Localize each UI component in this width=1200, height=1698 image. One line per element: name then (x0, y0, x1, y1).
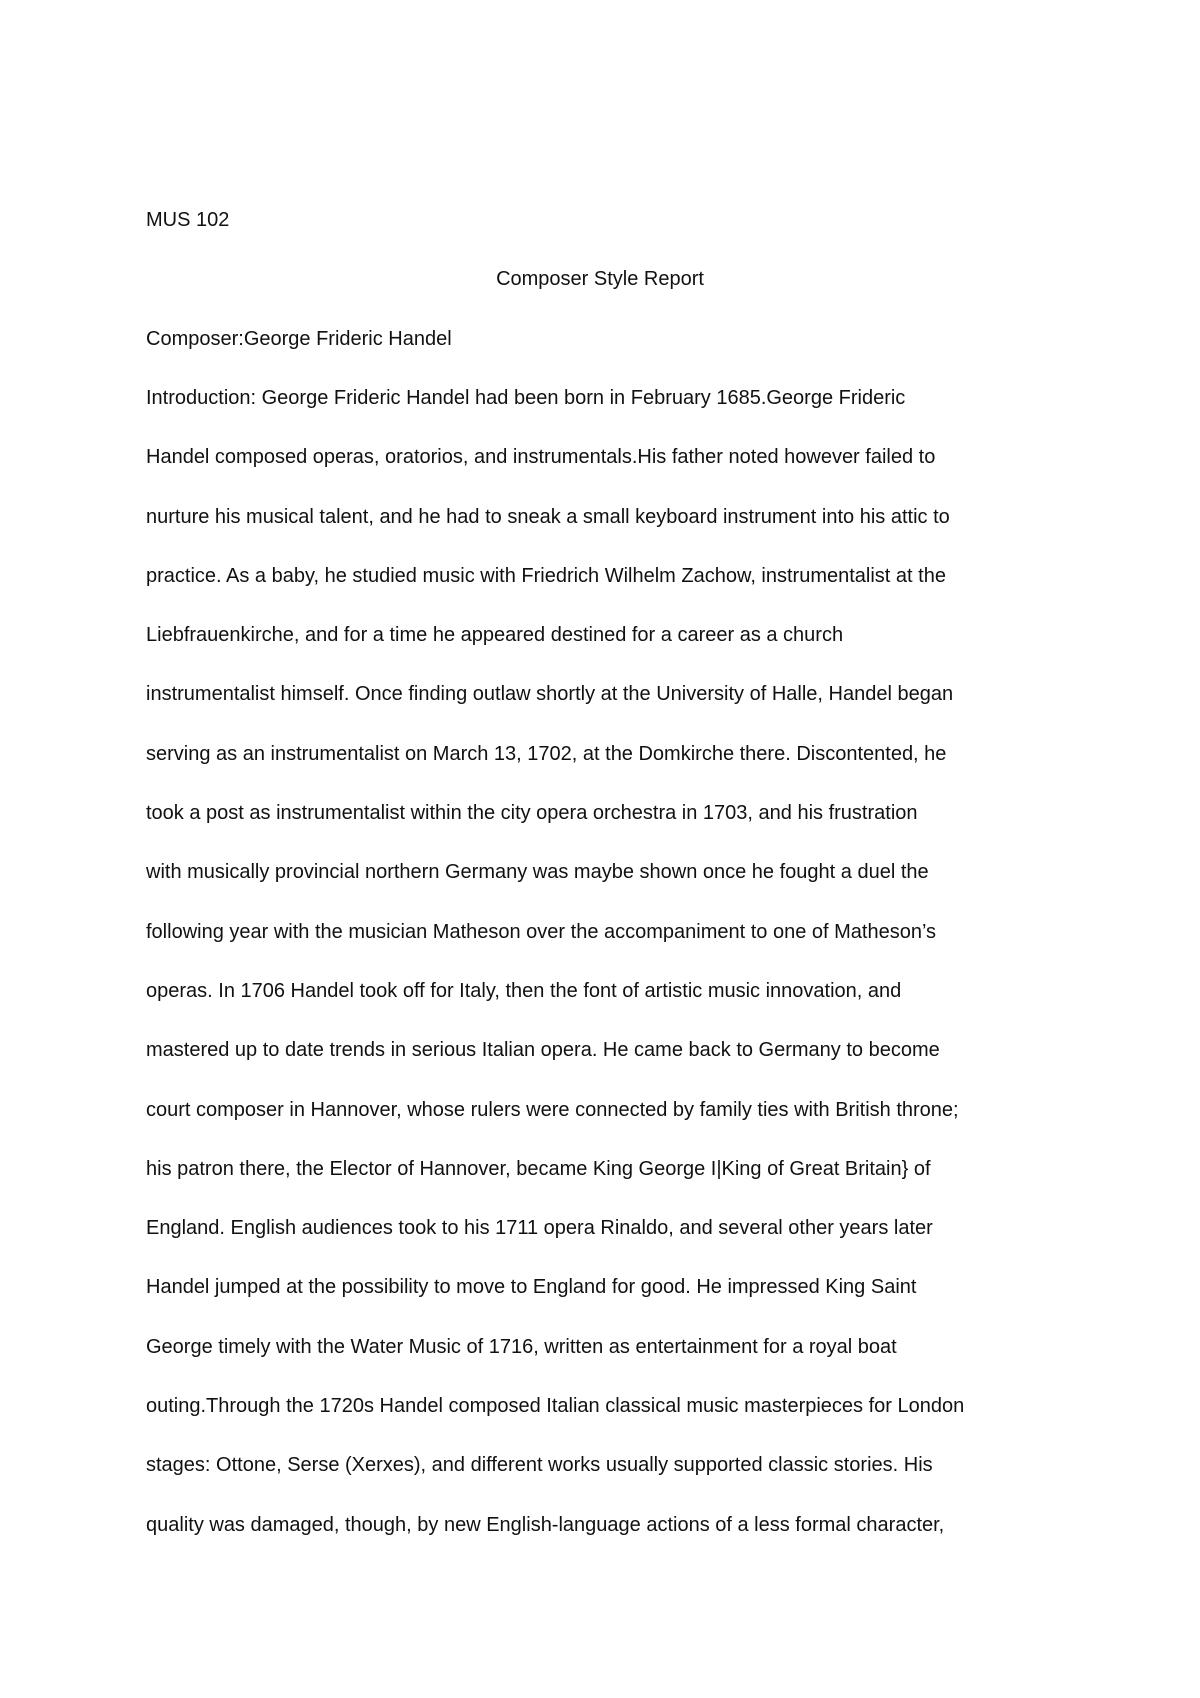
paragraph-line: with musically provincial northern Germany was maybe shown once he fought a duel the (146, 861, 929, 884)
paragraph-line: George timely with the Water Music of 1716, written as entertainment for a royal boat (146, 1335, 897, 1358)
report-title: Composer Style Report (496, 268, 704, 290)
paragraph-line: nurture his musical talent, and he had to sneak a small keyboard instrument into his attic to (146, 505, 950, 528)
paragraph-line: Handel composed operas, oratorios, and instrumentals.His father noted however failed to (146, 446, 936, 469)
paragraph-line: instrumentalist himself. Once finding outlaw shortly at the University of Halle, Handel began (146, 683, 954, 706)
body-paragraph (146, 385, 1066, 1571)
paragraph-line: Handel jumped at the possibility to move to England for good. He impressed King Saint (146, 1276, 917, 1299)
paragraph-line: following year with the musician Matheson over the accompaniment to one of Matheson’s (146, 920, 937, 943)
paragraph-line: Liebfrauenkirche, and for a time he appeared destined for a career as a church (146, 624, 844, 647)
course-code: MUS 102 (146, 209, 230, 231)
paragraph-line: outing.Through the 1720s Handel composed Italian classical music masterpieces for London (146, 1395, 965, 1418)
paragraph-line: court composer in Hannover, whose rulers were connected by family ties with British throne; (146, 1098, 959, 1121)
paragraph-line: quality was damaged, though, by new English-language actions of a less formal character, (146, 1513, 945, 1536)
paragraph-line: his patron there, the Elector of Hannover, became King George I|King of Great Britain} of (146, 1157, 931, 1180)
composer-line: Composer:George Frideric Handel (146, 328, 452, 350)
paragraph-line: England. English audiences took to his 1711 opera Rinaldo, and several other years later (146, 1217, 933, 1240)
paragraph-line: practice. As a baby, he studied music with Friedrich Wilhelm Zachow, instrumentalist at the (146, 564, 946, 587)
paragraph-line: stages: Ottone, Serse (Xerxes), and different works usually supported classic stories. His (146, 1454, 933, 1477)
paragraph-line: Introduction: George Frideric Handel had been born in February 1685.George Frideric (146, 387, 906, 409)
paragraph-line: mastered up to date trends in serious Italian opera. He came back to Germany to become (146, 1039, 940, 1062)
paragraph-line: serving as an instrumentalist on March 13, 1702, at the Domkirche there. Discontented, he (146, 742, 947, 765)
paragraph-line: took a post as instrumentalist within the city opera orchestra in 1703, and his frustration (146, 802, 918, 825)
paragraph-line: operas. In 1706 Handel took off for Italy, then the font of artistic music innovation, and (146, 979, 902, 1002)
